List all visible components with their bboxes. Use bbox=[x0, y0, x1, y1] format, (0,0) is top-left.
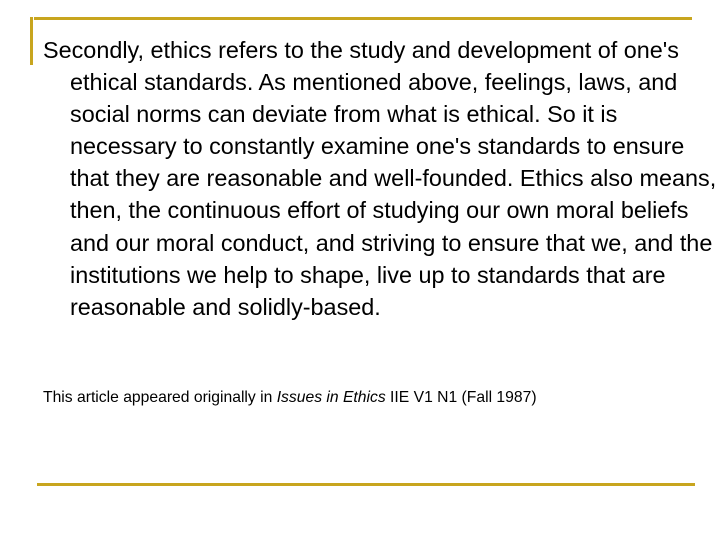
citation-prefix: This article appeared originally in bbox=[43, 389, 277, 406]
bottom-rule bbox=[37, 483, 695, 486]
top-rule bbox=[34, 17, 692, 20]
citation-suffix: IIE V1 N1 (Fall 1987) bbox=[385, 389, 537, 406]
citation-note bbox=[43, 388, 683, 408]
publication-title: Issues in Ethics bbox=[276, 389, 386, 406]
ethics-paragraph: Secondly, ethics refers to the study and development of one's ethical standards. As mentioned above, feelings, laws, and social norms can deviate from what is ethical. So it is necessary to constantly examine one's standards to ensure that they are reasonable and well-founded. Ethics also means, then, the continuous effort of studying our own moral beliefs and our moral conduct, and striving to ensure that we, and the institutions we help to shape, live up to standards that are reasonable and solidly-based. bbox=[43, 37, 717, 320]
left-rule bbox=[30, 17, 33, 65]
